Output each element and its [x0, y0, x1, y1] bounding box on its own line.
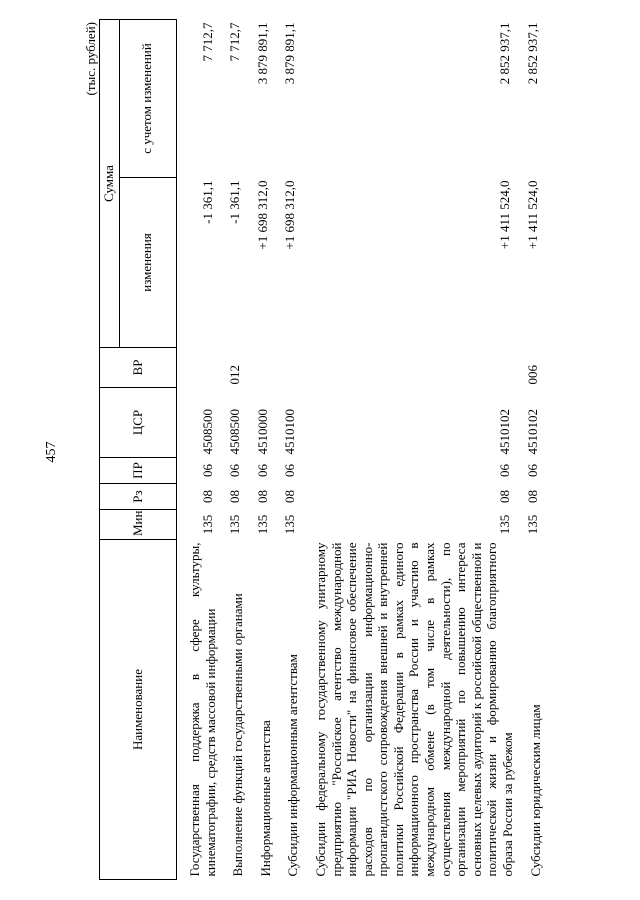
row-vr: 012	[227, 365, 243, 385]
row-min: 135	[524, 514, 540, 535]
row-name: Субсидии федеральному государственному унитарному предприятию "Российское агентство международной информации "РИА Новости" на финансовое обеспечение расходов по организации информационно-пропагандистского сопровождения внешней и внутренней политики Российской Федерации в рамках единого информационного пространства России и участию в международном обмене (в том числе в рамках осуществления международной деятельности), по организации мероприятий по повышению интереса основных целевых аудиторий к российской общественной и политической жизни и формированию благоприятного образа России за рубежом	[312, 542, 516, 877]
header-csr: ЦСР	[100, 388, 177, 458]
header-name: Наименование	[100, 540, 177, 880]
row-change: +1 411 524,0	[524, 180, 540, 250]
row-min: 135	[282, 514, 298, 535]
row-rz: 08	[254, 490, 270, 503]
row-total: 3 879 891,1	[282, 22, 298, 85]
row-vr	[303, 348, 518, 388]
row-name: Субсидии юридическим лицам	[527, 704, 543, 877]
row-csr: 4510000	[254, 409, 270, 455]
row-min: 135	[254, 514, 270, 535]
row-total: 3 879 891,1	[254, 22, 270, 85]
header-sum: Сумма	[100, 20, 120, 348]
budget-table	[99, 19, 545, 880]
row-change: -1 361,1	[199, 180, 215, 224]
table-row	[275, 20, 303, 880]
row-rz: 08	[227, 490, 243, 503]
row-name: Субсидии информационным агентствам	[285, 654, 301, 877]
row-total: 2 852 937,1	[524, 22, 540, 85]
row-csr: 4510100	[282, 409, 298, 455]
row-rz: 08	[524, 490, 540, 503]
table-row	[248, 20, 276, 880]
row-pr: 06	[199, 464, 215, 477]
header-vr: ВР	[100, 348, 177, 388]
table-row	[518, 20, 546, 880]
row-pr: 06	[282, 464, 298, 477]
row-change: +1 411 524,0	[497, 180, 513, 250]
header-pr: ПР	[100, 458, 177, 484]
row-name: Государственная поддержка в сфере культуры, кинематографии, средств массовой информации	[186, 542, 218, 877]
row-vr	[248, 348, 276, 388]
row-min: 135	[497, 514, 513, 535]
row-change: +1 698 312,0	[254, 180, 270, 250]
row-pr: 06	[497, 464, 513, 477]
row-min: 135	[199, 514, 215, 535]
row-pr: 06	[524, 464, 540, 477]
page-number: 457	[44, 441, 59, 463]
table-row	[176, 20, 220, 880]
row-change: +1 698 312,0	[282, 180, 298, 250]
header-rz: Рз	[100, 484, 177, 510]
row-name: Информационные агентства	[257, 720, 273, 877]
table-row	[220, 20, 248, 880]
row-vr	[176, 348, 220, 388]
row-pr: 06	[254, 464, 270, 477]
row-csr: 4508500	[227, 409, 243, 455]
row-rz: 08	[199, 490, 215, 503]
row-total: 7 712,7	[199, 22, 215, 62]
units-label: (тыс. рублей)	[83, 22, 98, 96]
row-rz: 08	[497, 490, 513, 503]
row-pr: 06	[227, 464, 243, 477]
row-change: -1 361,1	[227, 180, 243, 224]
row-min: 135	[227, 514, 243, 535]
table-header	[100, 20, 177, 880]
row-vr: 006	[524, 365, 540, 385]
table-row	[303, 20, 518, 880]
row-csr: 4510102	[497, 409, 513, 455]
header-with-changes: с учетом изменений	[119, 20, 176, 178]
header-change: изменения	[119, 178, 176, 348]
row-name: Выполнение функций государственными органами	[230, 593, 246, 877]
row-vr	[275, 348, 303, 388]
header-min: Мин	[100, 510, 177, 540]
row-csr: 4510102	[524, 409, 540, 455]
row-csr: 4508500	[199, 409, 215, 455]
rotated-document-page	[85, 20, 555, 880]
row-rz: 08	[282, 490, 298, 503]
row-total: 2 852 937,1	[497, 22, 513, 85]
row-total: 7 712,7	[227, 22, 243, 62]
